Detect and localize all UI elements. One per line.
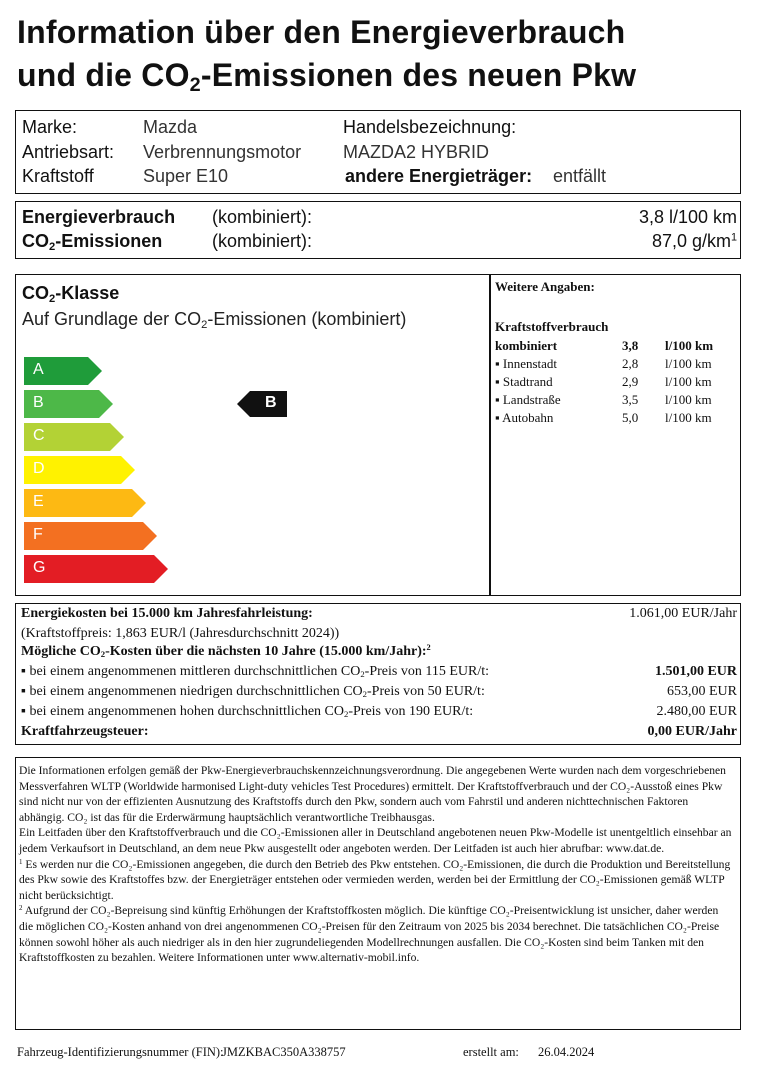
- fuel-label: Kraftstoff: [22, 166, 94, 186]
- possible-co2-costs-label: Mögliche $CO_2$-Kosten über die nächsten 10 Jahre (15.000 km/Jahr):$^2$: [21, 642, 431, 660]
- scenario-high-value: 2.480,00 EUR: [656, 704, 737, 719]
- legal-text: [19, 763, 735, 966]
- fuel-value: Super E10: [143, 166, 229, 186]
- fuel-price-note: (Kraftstoffpreis: 1,863 EUR/l (Jahresdurchschnitt 2024)): [21, 626, 340, 641]
- bullet-icon: ▪: [495, 410, 503, 425]
- fuel-consumption-row-label: [495, 356, 557, 372]
- co2-class-letter: F: [33, 526, 43, 543]
- bullet-icon: ▪: [495, 356, 503, 371]
- brand-value: Mazda: [143, 117, 198, 137]
- fuel-consumption-row-value: 3,5: [622, 392, 639, 407]
- fuel-consumption-row-value: 2,8: [622, 356, 639, 371]
- row-label-text: kombiniert: [495, 338, 558, 353]
- fuel-consumption-row-unit: l/100 km: [665, 338, 714, 353]
- drive-label: Antriebsart:: [22, 142, 115, 162]
- fuel-consumption-row-value: 2,9: [622, 374, 639, 389]
- further-info-heading: Weitere Angaben:: [495, 279, 595, 294]
- created-value: 26.04.2024: [538, 1045, 595, 1059]
- co2-class-letter: D: [33, 460, 45, 477]
- trade-name-label: Handelsbezeichnung:: [343, 117, 517, 137]
- created-label: erstellt am:: [463, 1045, 519, 1059]
- fuel-consumption-row-label: [495, 338, 557, 354]
- legal-footnote-2: $^2$ Aufgrund der CO₂-Bepreisung sind künftig Erhöhungen der Kraftstoffkosten möglich. Die künftige CO₂-Preisentwicklung ist unsicher, daher werden die möglichen CO₂-Kosten anhand von drei angenommenen CO₂-Preisen für den Zeitraum von 2025 bis 2034 berechnet. Die tatsächlichen CO₂-Preise können sowohl höher als auch niedriger als in den hier zugrundeliegenden Modellrechnungen ausfallen. Die CO₂-Kosten sind beim Tanken mit den Kraftstoffkosten zu bezahlen. Weitere Informationen unter www.alternativ-mobil.info.: [19, 904, 720, 965]
- row-label-text: Landstraße: [502, 392, 561, 407]
- co2-class-letter: A: [33, 361, 44, 378]
- co2-class-bar-e: [24, 489, 146, 517]
- co2-class-bar-f: [24, 522, 157, 550]
- energy-costs-label: Energiekosten bei 15.000 km Jahresfahrleistung:: [21, 606, 313, 621]
- co2-class-letter: E: [33, 493, 44, 510]
- energy-consumption-label: Energieverbrauch: [22, 207, 176, 227]
- fuel-consumption-row-value: 5,0: [622, 410, 639, 425]
- co2-class-bar-d: [24, 456, 135, 484]
- co2-emissions-qualifier: (kombiniert):: [212, 231, 313, 251]
- bullet-icon: ▪: [495, 374, 503, 389]
- scenario-middle-label: ▪ bei einem angenommenen mittleren durchschnittlichen $CO_2$-Preis von 115 EUR/t:: [21, 664, 489, 680]
- vehicle-tax-value: 0,00 EUR/Jahr: [647, 724, 737, 739]
- legal-paragraph-1: Die Informationen erfolgen gemäß der Pkw-Energieverbrauchskennzeichnungsverordnung. Die angegebenen Werte wurden nach dem vorgeschriebenen Messverfahren WLTP (Worldwide harmonised Light-duty vehicles Test Procedures) ermittelt. Der Kraftstoffverbrauch und der CO₂-Ausstoß eines Pkw sind nicht nur von der effizienten Ausnutzung des Kraftstoffs durch den Pkw, sondern auch vom Fahrstil und anderen nichttechnischen Faktoren abhängig. CO₂ ist das für die Erderwärmung hauptsächlich verantwortliche Treibhausgas.: [19, 764, 726, 824]
- co2-emissions-value: 87,0 $g/km^1$: [651, 231, 737, 251]
- fuel-consumption-label: Kraftstoffverbrauch: [495, 319, 609, 334]
- co2-class-subheading: Auf Grundlage der $CO_2$-Emissionen (kombiniert): [22, 309, 407, 331]
- fuel-consumption-row-label: [495, 374, 553, 390]
- energy-consumption-qualifier: (kombiniert):: [212, 207, 313, 227]
- co2-class-heading: $CO_2$-Klasse: [22, 283, 120, 305]
- co2-class-bar-g: [24, 555, 168, 583]
- other-energy-value: entfällt: [553, 166, 607, 186]
- bullet-icon: ▪: [495, 392, 503, 407]
- row-label-text: Autobahn: [502, 410, 554, 425]
- fuel-consumption-row-unit: l/100 km: [665, 374, 712, 389]
- fuel-consumption-row-unit: l/100 km: [665, 356, 712, 371]
- scenario-middle-value: 1.501,00 EUR: [654, 664, 737, 679]
- divider: [489, 275, 491, 595]
- co2-class-bar-c: [24, 423, 124, 451]
- row-label-text: Stadtrand: [502, 374, 553, 389]
- co2-emissions-label: $CO_2$-Emissionen: [22, 231, 163, 253]
- scenario-low-value: 653,00 EUR: [667, 684, 737, 699]
- fuel-consumption-row-value: 3,8: [622, 338, 639, 353]
- fuel-consumption-row-label: [495, 392, 561, 408]
- co2-class-letter: B: [33, 394, 44, 411]
- scenario-high-label: ▪ bei einem angenommenen hohen durchschnittlichen $CO_2$-Preis von 190 EUR/t:: [21, 704, 474, 720]
- vehicle-tax-label: Kraftfahrzeugsteuer:: [21, 724, 149, 739]
- co2-class-bar-a: [24, 357, 102, 385]
- fuel-consumption-row-unit: l/100 km: [665, 392, 712, 407]
- trade-name-value: MAZDA2 HYBRID: [343, 142, 490, 162]
- scenario-low-label: ▪ bei einem angenommenen niedrigen durchschnittlichen $CO_2$-Preis von 50 EUR/t:: [21, 684, 485, 700]
- energy-consumption-value: 3,8 l/100 km: [638, 207, 737, 227]
- fuel-consumption-row-unit: l/100 km: [665, 410, 712, 425]
- vin-value: JMZKBAC350A338757: [222, 1045, 346, 1059]
- co2-class-bar-b: [24, 390, 113, 418]
- current-class-letter: B: [265, 394, 277, 411]
- legal-footnote-1: $^1$ Es werden nur die CO₂-Emissionen angegeben, die durch den Betrieb des Pkw entstehen. CO₂-Emissionen, die durch die Produktion und Bereitstellung des Pkw sowie des Kraftstoffes bzw. der Energieträger entstehen oder vermieden werden, werden bei der Ermittlung der CO₂-Emissionen gemäß WLTP nicht berücksichtigt.: [19, 857, 731, 902]
- current-class-marker: [237, 391, 287, 417]
- drive-value: Verbrennungsmotor: [143, 142, 302, 162]
- page-title-line1: Information über den Energieverbrauch: [17, 14, 626, 50]
- page-title-line2: und die $CO_2$-Emissionen des neuen Pkw: [17, 57, 637, 96]
- other-energy-label: andere Energieträger:: [345, 166, 533, 186]
- legal-paragraph-2: Ein Leitfaden über den Kraftstoffverbrauch und die CO₂-Emissionen aller in Deutschland angebotenen neuen Pkw-Modelle ist unentgeltlich einsehbar an jedem Verkaufsort in Deutschland, an dem neue Pkw ausgestellt oder angeboten werden. Der Leitfaden ist auch hier abrufbar: www.dat.de.: [19, 826, 732, 855]
- co2-class-letter: G: [33, 559, 46, 576]
- vin-label: Fahrzeug-Identifizierungsnummer (FIN):: [17, 1045, 224, 1059]
- brand-label: Marke:: [22, 117, 78, 137]
- co2-class-letter: C: [33, 427, 45, 444]
- energy-costs-value: 1.061,00 EUR/Jahr: [629, 606, 737, 621]
- row-label-text: Innenstadt: [502, 356, 558, 371]
- fuel-consumption-row-label: [495, 410, 553, 426]
